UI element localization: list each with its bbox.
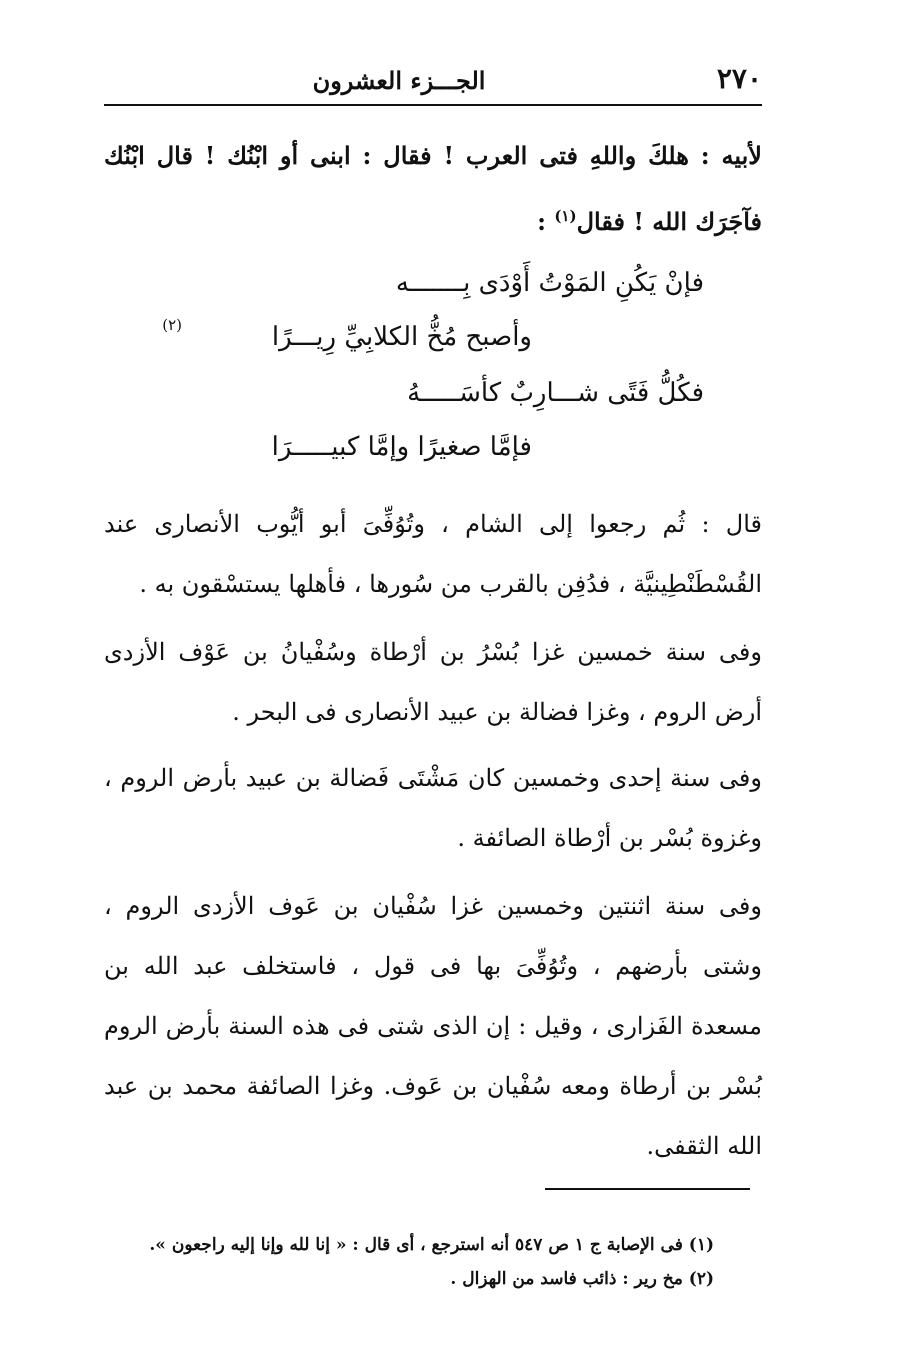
opening-paragraph: [104, 126, 762, 252]
running-title: الجـــزء العشرون: [312, 66, 486, 95]
paragraph: وفى سنة خمسين غزا بُسْرُ بن أرْطاة وسُفْيانُ بن عَوْف الأزدى أرض الروم ، وغزا فضالة بن عبيد الأنصارى فى البحر .: [104, 638, 762, 726]
paragraph: وفى سنة اثنتين وخمسين غزا سُفْيان بن عَوف الأزدى الروم ، وشتى بأرضهم ، وتُوُفِّىَ بها فى قول ، فاستخلف عبد الله بن مسعدة الفَزارى ، وقيل : إن الذى شتى فى هذه السنة بأرض الروم بُسْر بن أرطاة ومعه سُفْيان بن عَوف. وغزا الصائفة محمد بن عبد الله الثقفى.: [104, 892, 762, 1160]
header-rule: [104, 104, 762, 106]
footnote: (١) فى الإصابة ج ١ ص ٥٤٧ أنه استرجع ، أى قال : « إنا لله وإنا إليه راجعون ».: [149, 1235, 714, 1255]
poem-verse: [104, 432, 762, 482]
paragraph: قال : ثُم رجعوا إلى الشام ، وتُوُفِّىَ أبو أيُّوب الأنصارى عند القُسْطَنْطِينيَّة ، فدُفِن بالقرب من سُورها ، فأهلها يستسْقون به .: [104, 510, 762, 598]
footnote-ref-1: (١): [554, 207, 577, 225]
verse-line: فكُلُّ فَتًى شـــارِبٌ كأسَـــــهُ: [407, 378, 704, 408]
footnote: (٢) مخ رير : ذائب فاسد من الهزال .: [450, 1269, 714, 1289]
page-header: [104, 58, 762, 102]
footnote-rule: [545, 1188, 750, 1190]
paragraph: وفى سنة إحدى وخمسين كان مَشْتَى فَضالة بن عبيد بأرض الروم ، وغزوة بُسْر بن أرْطاة الصائفة .: [104, 764, 762, 852]
verse-line: فإمَّا صغيرًا وإمَّا كبيـــــرَا: [271, 432, 532, 462]
verse-line: وأصبح مُخُّ الكلابِيِّ رِيـــرًا: [271, 322, 532, 352]
footnotes: [104, 1228, 714, 1296]
poem-verse: [104, 268, 762, 318]
opening-tail: :: [537, 207, 555, 236]
verse-line: فإنْ يَكُنِ المَوْتُ أَوْدَى بِـــــــه: [395, 268, 704, 298]
opening-text: لأبيه : هلكَ واللهِ فتى العرب ! فقال : ابنى أو ابْنُك ! قال ابْنُك فآجَرَك الله ! فقال: [104, 141, 762, 236]
poem-verse: [104, 316, 762, 372]
footnote-ref-2: (٢): [162, 316, 182, 334]
poem-verse: [104, 378, 762, 428]
page-number: ٢٧٠: [716, 62, 762, 95]
